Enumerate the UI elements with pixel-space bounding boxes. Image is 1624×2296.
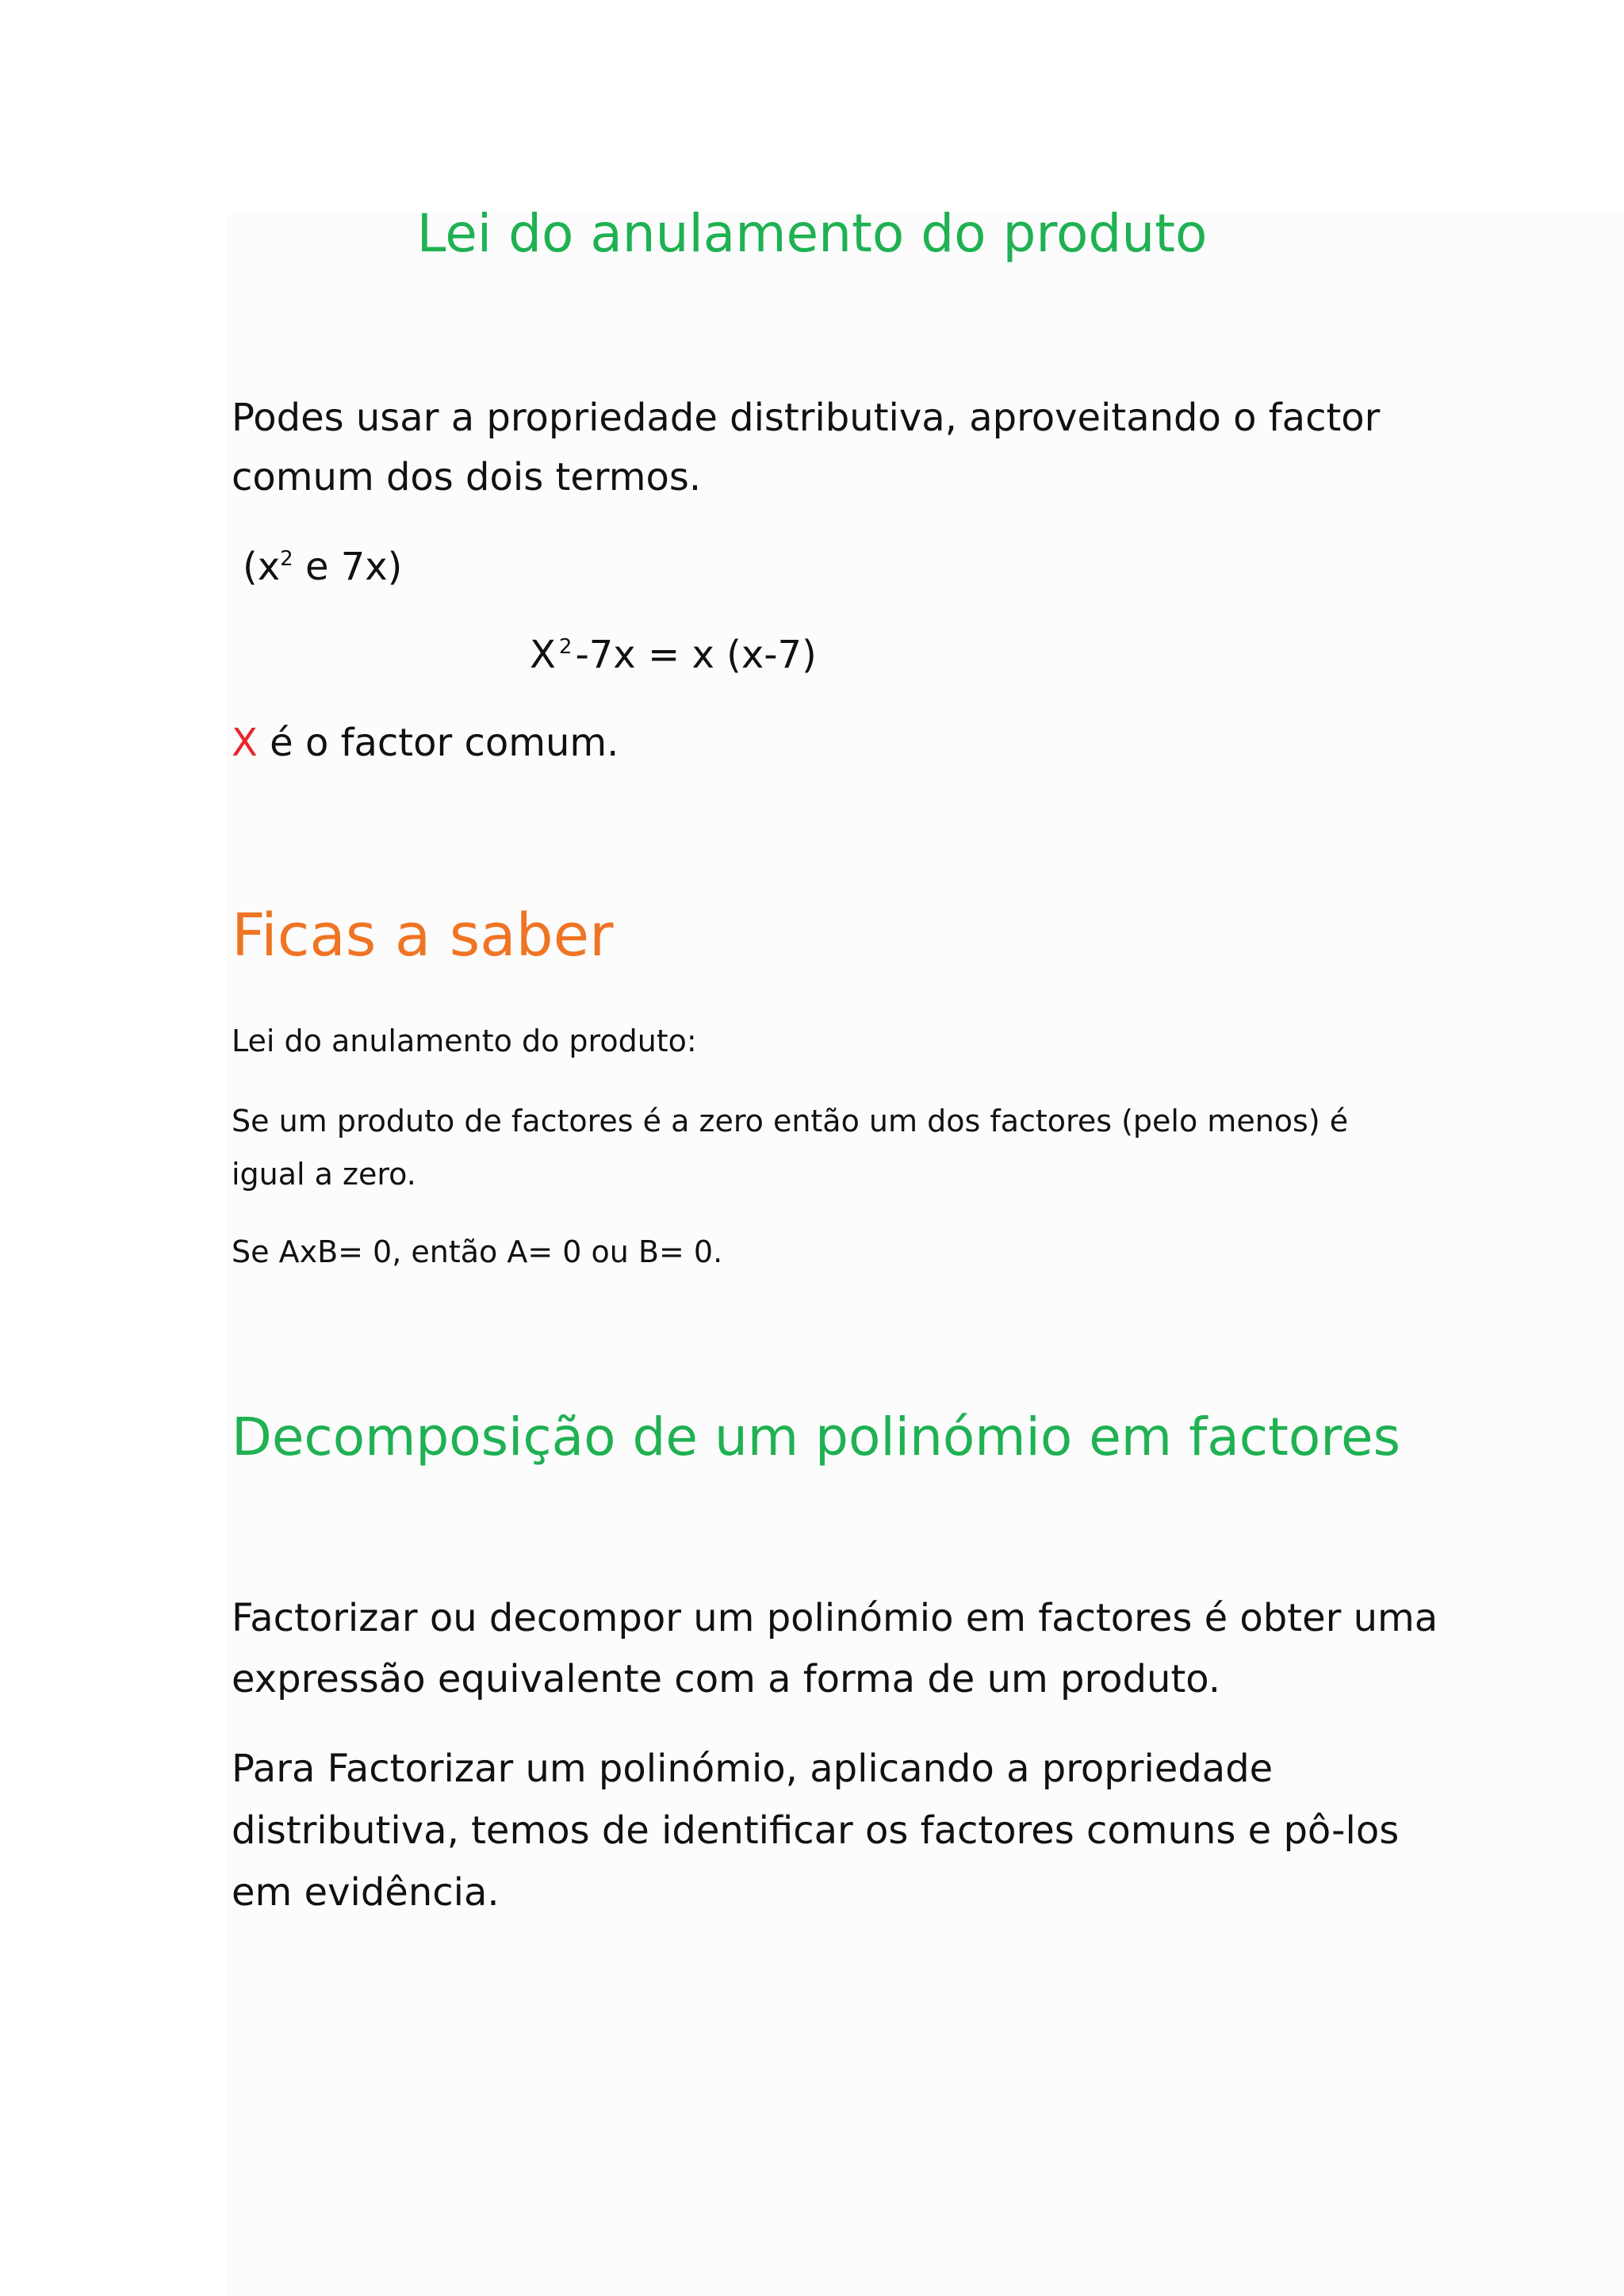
paragraph-line: em evidência. [232, 1870, 500, 1915]
equation-rest: -7x = x (x-7) [575, 633, 817, 677]
paragraph-line: Factorizar ou decompor um polinómio em factores é obter uma [232, 1596, 1438, 1640]
paragraph-line: Para Factorizar um polinómio, aplicando a propriedade [232, 1747, 1274, 1791]
paragraph-line: Podes usar a propriedade distributiva, aproveitando o factor [232, 396, 1381, 440]
common-factor-highlight: X [232, 721, 258, 765]
terms-superscript: 2 [280, 547, 293, 571]
section-title-decomposicao: Decomposição de um polinómio em factores [232, 1406, 1400, 1468]
info-line: igual a zero. [232, 1157, 416, 1192]
info-line: Se AxB= 0, então A= 0 ou B= 0. [232, 1234, 723, 1269]
terms-rest: e 7x) [293, 545, 403, 589]
equation-lhs-base: X [530, 633, 556, 677]
equation-superscript: 2 [558, 635, 573, 659]
equation [530, 624, 817, 686]
common-factor-text: é o factor comum. [257, 721, 619, 765]
paragraph-line: expressão equivalente com a forma de um produto. [232, 1657, 1221, 1701]
paragraph-line: comum dos dois termos. [232, 455, 702, 499]
section-title-lei-anulamento: Lei do anulamento do produto [416, 203, 1208, 264]
section-title-ficas-a-saber: Ficas a saber [232, 901, 614, 970]
terms-expression [243, 536, 402, 598]
paragraph-line: distributiva, temos de identificar os factores comuns e pô-los [232, 1808, 1400, 1853]
common-factor-line [232, 712, 619, 774]
info-line: Lei do anulamento do produto: [232, 1024, 697, 1058]
info-line: Se um produto de factores é a zero então um dos factores (pelo menos) é [232, 1104, 1349, 1138]
terms-open: (x [243, 545, 281, 589]
